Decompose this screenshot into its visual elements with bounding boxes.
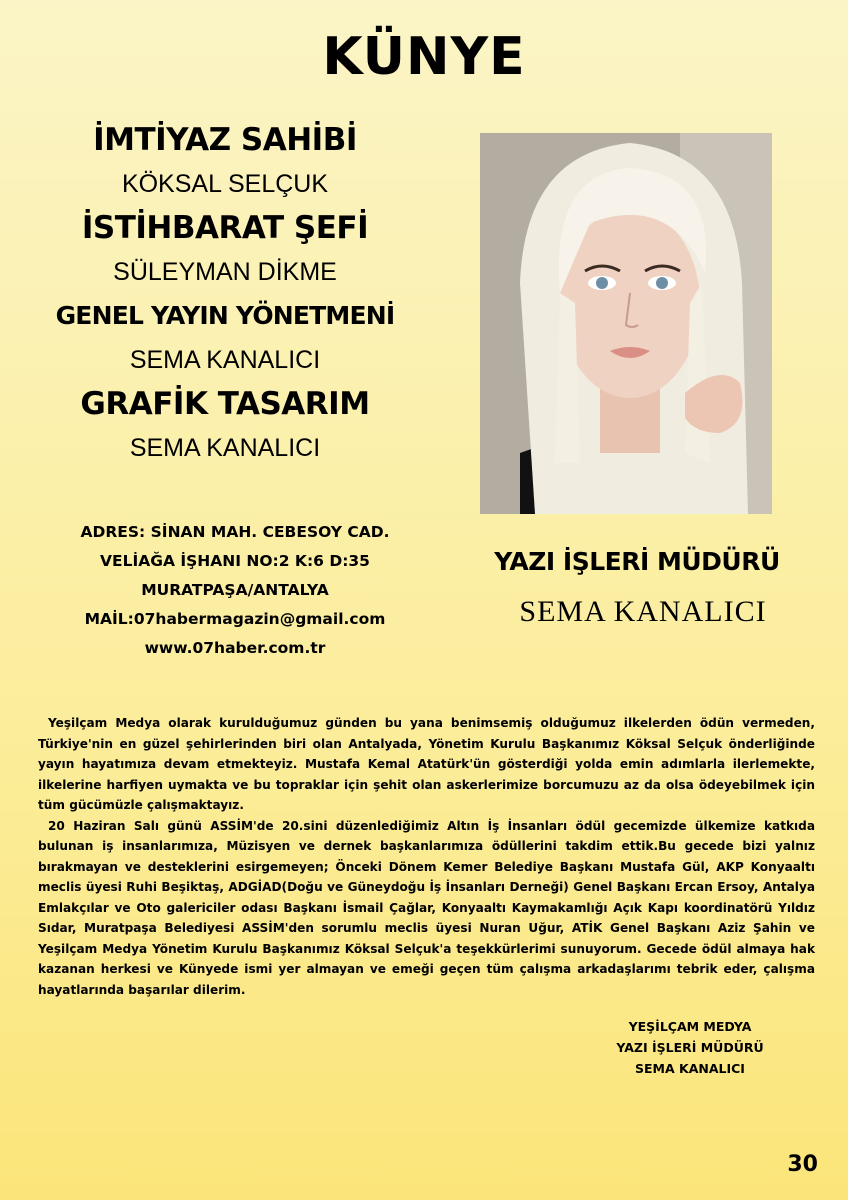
address-line-3: MURATPAŞA/ANTALYA [141,581,329,599]
staff-name-owner: KÖKSAL SELÇUK [121,170,329,198]
signature-block [590,1016,790,1079]
address-block [40,518,430,663]
editorial-paragraph-2: 20 Haziran Salı günü ASSİM'de 20.sini düzenlediğimiz Altın İş İnsanları ödül gecemizde ülkemize katkıda bulunan iş insanlarımıza, Müzisyen ve dernek başkanlarımıza ödüllerini takdim ettik.Bu gecede bizi yalnız bırakmayan ve desteklerini esirgemeyen; Önceki Dönem Kemer Belediye Başkanı Mustafa Gül, AKP Konyaaltı meclis üyesi Ruhi Beşiktaş, ADGİAD(Doğu ve Güneydoğu İş İnsanları Derneği) Genel Başkanı Ercan Ersoy, Antalya Emlakçılar ve Oto galericiler odası Başkanı İsmail Çağlar, Konyaaltı Kaymakamlığı Açık Kapı koordinatörü Yıldız Sıdar, Muratpaşa Belediyesi ASSİM'den sorumlu meclis üyesi Nuran Uğur, ATİK Genel Başkanı Aziz Şahin ve Yeşilçam Medya Yönetim Kurulu Başkanımız Köksal Selçuk'a teşekkürlerimi sunuyorum. Gecede ödül almaya hak kazanan herkesi ve Künyede ismi yer almayan ve emeği geçen tüm çalışma arkadaşlarımı tebrik eder, çalışma hayatlarında başarılar dilerim. [38,818,815,997]
portrait-illustration [480,133,772,514]
editorial-paragraph-1: Yeşilçam Medya olarak kurulduğumuz günden bu yana benimsemiş olduğumuz ilkelerden ödün vermeden, Türkiye'nin en güzel şehirlerinden biri olan Antalyada, Yönetim Kurulu Başkanımız Köksal Selçuk önderliğinde yayın hayatımıza devam etmekteyiz. Mustafa Kemal Atatürk'ün gösterdiği yolda emin adımlarla ilerlemekte, ilkelerine harfiyen uymakta ve bu topraklar için şehit olan askerlerimize borcumuzu az da olsa ödeyebilmek için tüm gücümüzle çalışmaktayız. [38,716,815,812]
staff-role-intelligence-chief: İSTİHBARAT ŞEFİ [81,210,369,246]
editor-name: SEMA KANALICI [519,595,767,628]
address-mail[interactable]: MAİL:07habermagazin@gmail.com [84,610,386,628]
staff-role-owner: İMTİYAZ SAHİBİ [93,122,357,158]
staff-role-graphic-design: GRAFİK TASARIM [80,386,370,422]
staff-name-graphic-design: SEMA KANALICI [129,434,321,462]
staff-role-editor-in-chief: GENEL YAYIN YÖNETMENİ [55,301,395,330]
editor-role: YAZI İŞLERİ MÜDÜRÜ [494,547,780,576]
editorial-text [38,713,815,1000]
staff-name-editor-in-chief: SEMA KANALICI [129,346,321,374]
address-line-2: VELİAĞA İŞHANI NO:2 K:6 D:35 [100,552,370,570]
staff-list [20,118,430,470]
staff-name-intelligence-chief: SÜLEYMAN DİKME [113,258,337,286]
address-line-1: ADRES: SİNAN MAH. CEBESOY CAD. [80,523,390,541]
signature-line-1: YEŞİLÇAM MEDYA [628,1019,752,1034]
address-web[interactable]: www.07haber.com.tr [144,639,326,657]
signature-line-2: YAZI İŞLERİ MÜDÜRÜ [616,1040,764,1055]
page-title: KÜNYE [322,27,526,87]
editor-photo [480,133,772,514]
page-number: 30 [787,1152,818,1177]
signature-line-3: SEMA KANALICI [635,1061,745,1076]
